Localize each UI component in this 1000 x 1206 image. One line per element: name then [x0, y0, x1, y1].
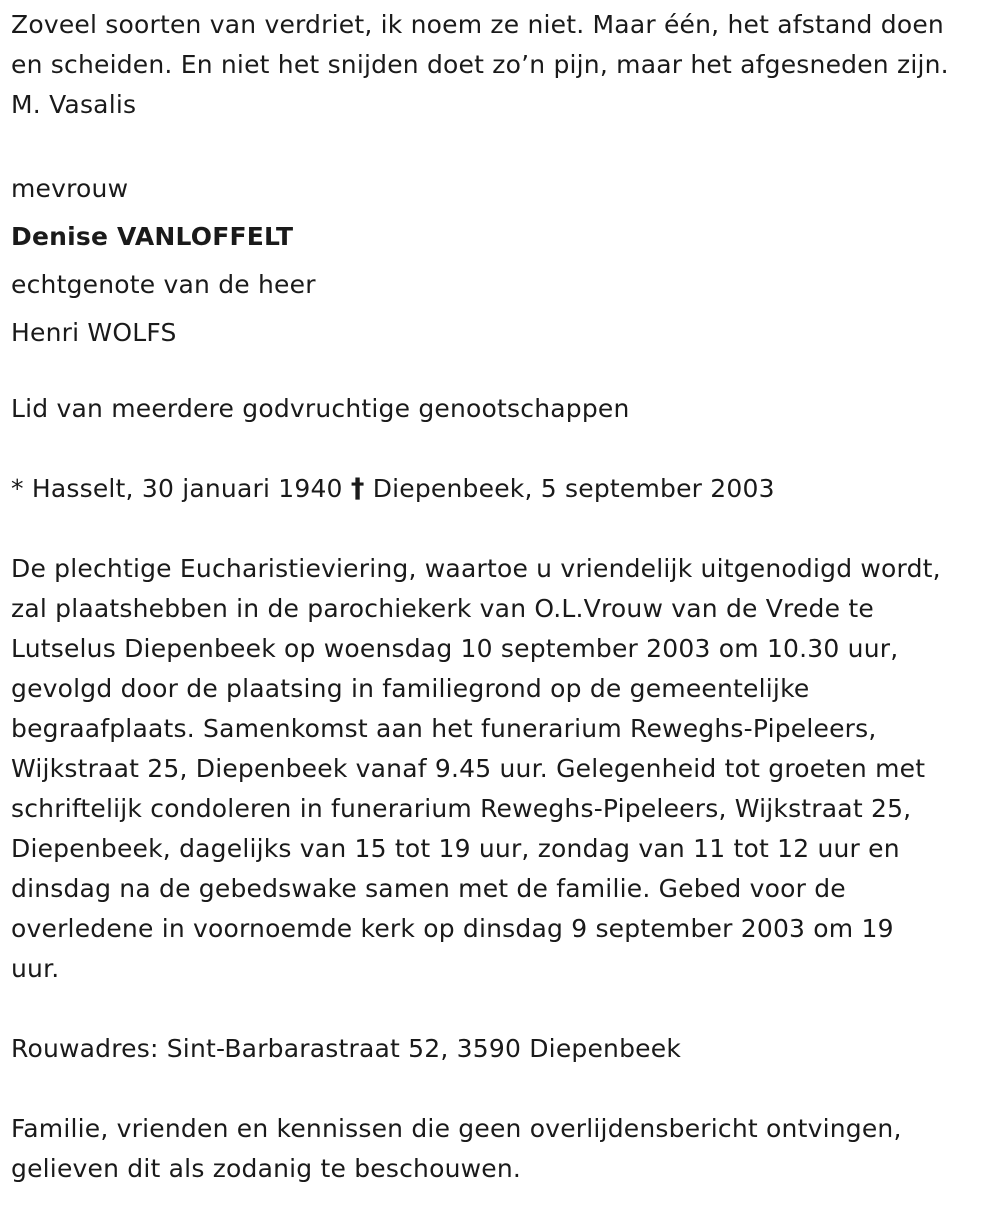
address-block — [11, 1029, 990, 1069]
ceremony-line: overledene in voornoemde kerk op dinsdag 9 september 2003 om 19 — [11, 914, 894, 943]
membership-text: Lid van meerdere godvruchtige genootschappen — [11, 394, 630, 423]
birth-date: * Hasselt, 30 januari 1940 — [11, 474, 343, 503]
ceremony-line: gevolgd door de plaatsing in familiegrond op de gemeentelijke — [11, 674, 810, 703]
mourning-address: Rouwadres: Sint-Barbarastraat 52, 3590 Diepenbeek — [11, 1034, 682, 1063]
ceremony-line: schriftelijk condoleren in funerarium Reweghs-Pipeleers, Wijkstraat 25, — [11, 794, 912, 823]
ceremony-line: uur. — [11, 954, 60, 983]
ceremony-line: begraafplaats. Samenkomst aan het funerarium Reweghs-Pipeleers, — [11, 714, 877, 743]
membership-block — [11, 389, 990, 429]
cross-icon: † — [350, 473, 365, 504]
dates-line — [11, 469, 990, 509]
ceremony-line: Wijkstraat 25, Diepenbeek vanaf 9.45 uur. Gelegenheid tot groeten met — [11, 754, 926, 783]
closing-block — [11, 1109, 990, 1189]
quote-block — [11, 5, 990, 125]
closing-line-2: gelieven dit als zodanig te beschouwen. — [11, 1154, 522, 1183]
quote-author: M. Vasalis — [11, 90, 137, 119]
ceremony-line: Diepenbeek, dagelijks van 15 tot 19 uur, zondag van 11 tot 12 uur en — [11, 834, 900, 863]
dates-block — [11, 469, 990, 509]
ceremony-line: Lutselus Diepenbeek op woensdag 10 september 2003 om 10.30 uur, — [11, 634, 899, 663]
death-date: Diepenbeek, 5 september 2003 — [372, 474, 775, 503]
ceremony-line: zal plaatshebben in de parochiekerk van O.L.Vrouw van de Vrede te — [11, 594, 874, 623]
deceased-spouse: Henri WOLFS — [11, 318, 177, 347]
deceased-name: Denise VANLOFFELT — [11, 222, 294, 251]
closing-line-1: Familie, vrienden en kennissen die geen overlijdensbericht ontvingen, — [11, 1114, 902, 1143]
deceased-block — [11, 165, 990, 357]
ceremony-line: dinsdag na de gebedswake samen met de familie. Gebed voor de — [11, 874, 846, 903]
quote-line-1: Zoveel soorten van verdriet, ik noem ze niet. Maar één, het afstand doen — [11, 10, 944, 39]
ceremony-block — [11, 549, 990, 989]
deceased-relation: echtgenote van de heer — [11, 270, 316, 299]
deceased-title: mevrouw — [11, 174, 129, 203]
ceremony-line: De plechtige Eucharistieviering, waartoe u vriendelijk uitgenodigd wordt, — [11, 554, 941, 583]
quote-line-2: en scheiden. En niet het snijden doet zo’n pijn, maar het afgesneden zijn. — [11, 50, 949, 79]
